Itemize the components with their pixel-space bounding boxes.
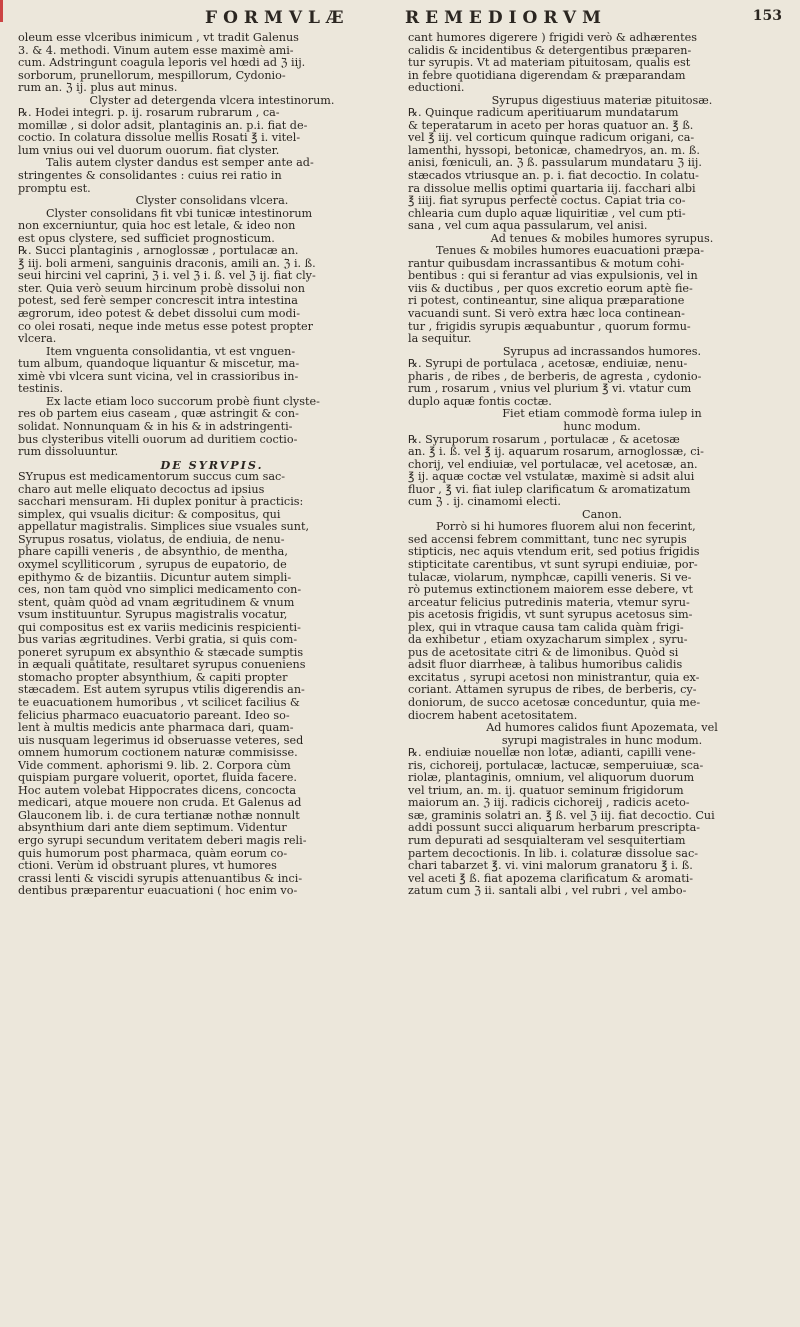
text-line: ℞. Syruporum rosarum , portulacæ , & acetosæ <box>408 433 680 446</box>
text-line: te euacuationem humoribus , vt scilicet facilius & <box>18 696 300 709</box>
text-line: vel trium, an. m. ij. quatuor seminum frigidorum <box>408 784 684 797</box>
text-line: ℥ ij. aquæ coctæ vel vstulatæ, maximè si adsit alui <box>408 471 695 484</box>
text-line: ximè vbi vlcera sunt vicina, vel in crassioribus in- <box>18 370 299 383</box>
text-line: cum ℨ . ij. cinamomi electi. <box>408 496 561 509</box>
text-line: non excerniuntur, quia hoc est letale, & ideo non <box>18 220 296 233</box>
text-line: doniorum, de succo acetosæ conceduntur, quia me- <box>408 696 701 709</box>
text-line: tulacæ, violarum, nymphcæ, capilli veneris. Si ve- <box>408 571 692 584</box>
text-line: testinis. <box>18 383 64 396</box>
text-line: in febre quotidiana digerendam & præparandam <box>408 69 686 82</box>
text-line: Fiet etiam commodè forma iulep in <box>502 408 702 421</box>
text-line: riolæ, plantaginis, omnium, vel aliquorum duorum <box>408 772 695 785</box>
text-line: solidat. Nonnunquam & in his & in adstringenti- <box>18 420 293 433</box>
text-line: eductioni. <box>408 82 465 95</box>
text-line: ℞. Quinque radicum aperitiuarum mundatarum <box>408 107 679 120</box>
text-line: poneret syrupum ex absynthio & stæcade sumptis <box>18 646 304 659</box>
text-line: Clyster consolidans vlcera. <box>135 195 289 208</box>
text-line: stringentes & consolidantes : cuius rei ratio in <box>18 170 282 183</box>
text-line: Porrò si hi humores fluorem alui non fecerint, <box>436 521 696 534</box>
text-line: Syrupus ad incrassandos humores. <box>502 345 702 358</box>
text-line: ster. Quia verò seuum hircinum probè dissolui non <box>18 282 305 295</box>
text-line: uis nusquam legerimus id obseruasse veteres, sed <box>18 734 304 747</box>
text-line: Clyster ad detergenda vlcera intestinorum. <box>89 94 335 107</box>
text-line: lum vnius oui vel duorum ouorum. fiat clyster. <box>18 144 280 157</box>
text-line: rantur quibusdam incrassantibus & motum cohi- <box>408 257 685 270</box>
text-line: ℥ iij. boli armeni, sanguinis draconis, amili an. ℨ i. ß. <box>18 257 316 270</box>
text-line: vsum instituuntur. Syrupus magistralis vocatur, <box>18 609 288 622</box>
text-line: Clyster consolidans fit vbi tunicæ intestinorum <box>46 207 313 220</box>
text-line: absynthium dari ante diem septimum. Videntur <box>18 822 287 835</box>
text-line: ergo syrupi secundum veritatem deberi magis reli- <box>18 835 307 847</box>
text-line: lamenthi, hyssopi, betonicæ, chamedryos, an. m. ß. <box>408 144 700 157</box>
text-line: zatum cum ℨ ii. santali albi , vel rubri , vel ambo- <box>408 885 687 898</box>
right-column <box>408 32 796 898</box>
text-line: pis acetosis frigidis, vt sunt syrupus acetosus sim- <box>408 609 693 622</box>
text-line: hunc modum. <box>563 420 641 433</box>
text-line: ctioni. Verùm id obstruant plures, vt humores <box>18 860 277 873</box>
text-line: stent, quàm quòd ad vnam ægritudinem & vnum <box>18 596 295 609</box>
text-line: maiorum an. ℨ iij. radicis cichoreij , radicis aceto- <box>408 797 690 810</box>
text-line: est opus clystere, sed sufficiet prognosticum. <box>18 232 275 245</box>
text-line: rum depurati ad sesquialteram vel sesquitertiam <box>408 835 686 847</box>
text-line: pharis , de ribes , de berberis, de agresta , cydonio- <box>408 370 702 383</box>
text-line: coriant. Attamen syrupus de ribes, de berberis, cy- <box>408 684 697 697</box>
text-line: adsit fluor diarrheæ, à talibus humoribus calidis <box>408 659 683 672</box>
text-line: chlearia cum duplo aquæ liquiritiæ , vel cum pti- <box>408 207 686 220</box>
text-line: sed accensi febrem committant, tunc nec syrupis <box>408 533 687 546</box>
text-line: bus clysteribus vitelli ouorum ad duritiem coctio- <box>18 433 298 446</box>
text-line: pus de acetositate citri & de limonibus. Quòd si <box>408 646 679 659</box>
text-line: ces, non tam quòd vno simplici medicamento con- <box>18 584 302 597</box>
text-line: medicari, atque mouere non cruda. Et Galenus ad <box>18 797 302 810</box>
text-line: ris, cichoreij, portulacæ, lactucæ, semperuiuæ, sca- <box>408 759 704 772</box>
text-line: crassi lenti & viscidi syrupis attenuantibus & inci- <box>18 872 303 885</box>
text-line: Ex lacte etiam loco succorum probè fiunt clyste- <box>46 395 320 408</box>
text-line: sorborum, prunellorum, mespillorum, Cydonio- <box>18 69 286 82</box>
text-line: coctio. In colatura dissolue mellis Rosati ℥ i. vitel- <box>18 132 301 145</box>
text-line: an. ℥ i. ß. vel ℥ ij. aquarum rosarum, arnoglossæ, ci- <box>408 446 704 459</box>
text-line: rum dissoluuntur. <box>18 446 119 459</box>
text-line: calidis & incidentibus & detergentibus præparen- <box>408 44 692 57</box>
text-line: Talis autem clyster dandus est semper ante ad- <box>46 157 314 170</box>
text-line: oxymel scylliticorum , syrupus de eupatorio, de <box>18 558 287 571</box>
text-line: anisi, fœniculi, an. ℨ ß. passularum mundataru ℨ iij. <box>408 157 702 170</box>
text-line: & teperatarum in aceto per horas quatuor an. ℥ ß. <box>408 119 694 132</box>
text-line: da exhibetur , etiam oxyzacharum simplex , syru- <box>408 634 688 647</box>
text-line: vel aceti ℥ ß. fiat apozema clarificatum & aromati- <box>408 872 694 885</box>
text-line: stæcadem. Est autem syrupus vtilis digerendis an- <box>18 684 305 697</box>
text-line: diocrem habent acetositatem. <box>408 709 578 722</box>
text-line: ℞. endiuiæ nouellæ non lotæ, adianti, capilli vene- <box>408 747 696 760</box>
text-line: seui hircini vel caprini, ℨ i. vel ℨ i. ß. vel ℨ ij. fiat cly- <box>18 270 316 283</box>
text-line: rum an. ℨ ij. plus aut minus. <box>18 82 178 95</box>
text-line: phare capilli veneris , de absynthio, de mentha, <box>18 546 288 559</box>
text-line: quispiam purgare voluerit, oportet, fluida facere. <box>18 772 297 785</box>
text-line: partem decoctionis. In lib. i. colaturæ dissolue sac- <box>408 847 699 860</box>
text-line: Hoc autem volebat Hippocrates dicens, concocta <box>18 784 297 797</box>
left-column <box>18 32 406 898</box>
text-line: tur syrupis. Vt ad materiam pituitosam, qualis est <box>408 57 691 70</box>
text-line: stæcados vtriusque an. p. i. fiat decoctio. In colatu- <box>408 170 699 183</box>
text-line: la sequitur. <box>408 333 472 346</box>
text-line: vlcera. <box>18 333 57 346</box>
running-head-left: FORMVLÆ <box>205 8 350 28</box>
text-line: stipticis, nec aquis vtendum erit, sed potius frigidis <box>408 546 700 559</box>
text-line: Tenues & mobiles humores euacuationi præpa- <box>436 245 705 258</box>
text-line: oleum esse vlceribus inimicum , vt tradit Galenus <box>18 32 299 44</box>
text-line: sæ, graminis solatri an. ℥ ß. vel ℨ iij. fiat decoctio. Cui <box>408 809 715 822</box>
text-line: sana , vel cum aqua passularum, vel anisi. <box>408 220 648 233</box>
text-line: cum. Adstringunt coagula leporis vel hœdi ad ℨ iij. <box>18 57 306 70</box>
text-line: tum album, quandoque liquantur & miscetur, ma- <box>18 358 300 371</box>
text-line: felicius pharmaco euacuatorio pareant. Ideo so- <box>18 709 290 722</box>
text-line: in æquali quātitate, resultaret syrupus conueniens <box>18 659 306 672</box>
text-line: SYrupus est medicamentorum succus cum sac- <box>18 471 286 484</box>
text-line: ℞. Syrupi de portulaca , acetosæ, endiuiæ, nenu- <box>408 358 688 371</box>
text-line: vacuandi sunt. Si verò extra hæc loca continean- <box>408 308 685 321</box>
text-line: tur , frigidis syrupis æquabuntur , quorum formu- <box>408 320 691 333</box>
text-line: duplo aquæ fontis coctæ. <box>408 395 552 408</box>
text-line: bus varias ægritudines. Verbi gratia, si quis com- <box>18 634 298 647</box>
text-line: cant humores digerere ) frigidi verò & adhærentes <box>408 32 697 44</box>
text-line: excitatus , syrupi acetosi non ministrantur, quia ex- <box>408 671 700 684</box>
running-head-right: REMEDIORVM <box>405 8 607 28</box>
text-line: omnem humorum coctionem naturæ commisisse. <box>18 747 298 760</box>
text-line: promptu est. <box>18 182 91 195</box>
text-line: viis & ductibus , per quos excretio eorum aptè fie- <box>408 282 693 295</box>
text-line: simplex, qui vsualis dicitur: & compositus, qui <box>18 508 281 521</box>
text-line: Vide comment. aphorismi 9. lib. 2. Corpora cùm <box>18 759 291 772</box>
text-line: potest, sed ferè semper concrescit intra intestina <box>18 295 298 308</box>
text-line: syrupi magistrales in hunc modum. <box>501 734 703 747</box>
text-line: DE SYRVPIS. <box>160 458 264 472</box>
text-line: lent à multis medicis ante pharmaca dari, quam- <box>18 722 294 735</box>
text-line: Ad humores calidos fiunt Apozemata, vel <box>486 722 718 735</box>
text-line: appellatur magistralis. Simplices siue vsuales sunt, <box>18 521 310 534</box>
text-line: bentibus : qui si ferantur ad vias expulsionis, vel in <box>408 270 698 283</box>
text-line: ℥ iiij. fiat syrupus perfectè coctus. Capiat tria co- <box>408 195 686 208</box>
running-head <box>0 2 800 32</box>
text-line: chorij, vel endiuiæ, vel portulacæ, vel acetosæ, an. <box>408 458 698 471</box>
text-line: ℞. Succi plantaginis , arnoglossæ , portulacæ an. <box>18 245 299 258</box>
text-line: res ob partem eius caseam , quæ astringit & con- <box>18 408 299 421</box>
text-line: Syrupus rosatus, violatus, de endiuia, de nenu- <box>18 533 285 546</box>
text-line: ℞. Hodei integri. p. ij. rosarum rubrarum , ca- <box>18 107 280 120</box>
text-line: ra dissolue mellis optimi quartaria iij. facchari albi <box>408 182 696 195</box>
text-line: stipticitate carentibus, vt sunt syrupi endiuiæ, por- <box>408 558 698 571</box>
text-line: ri potest, contineantur, sine aliqua præparatione <box>408 295 685 308</box>
text-line: vel ℥ iij. vel corticum quinque radicum origani, ca- <box>408 132 695 145</box>
page-number: 153 <box>752 8 782 24</box>
text-line: 3. & 4. methodi. Vinum autem esse maximè ami- <box>18 44 294 57</box>
text-line: epithymo & de bizantiis. Dicuntur autem simpli- <box>18 571 292 584</box>
text-line: addi possunt succi aliquarum herbarum prescripta- <box>408 822 701 835</box>
text-line: fluor , ℥ vi. fiat iulep clarificatum & aromatizatum <box>408 483 691 496</box>
text-line: qui compositus est ex variis medicinis respicienti- <box>18 621 301 634</box>
text-line: Syrupus digestiuus materiæ pituitosæ. <box>491 94 713 107</box>
text-line: Canon. <box>582 508 622 521</box>
text-line: Glauconem lib. i. de cura tertianæ nothæ nonnult <box>18 809 300 822</box>
text-line: chari tabarzet ℥. vi. vini malorum granatoru ℥ i. ß. <box>408 860 693 873</box>
text-line: Item vnguenta consolidantia, vt est vnguen- <box>46 345 296 358</box>
text-line: dentibus præparentur euacuationi ( hoc enim vo- <box>18 885 298 898</box>
text-line: sacchari mensuram. Hi duplex ponitur à practicis: <box>18 496 304 509</box>
text-line: rò putemus extinctionem maiorem esse debere, vt <box>408 584 693 597</box>
text-line: arceatur felicius putredinis materia, vtemur syru- <box>408 596 690 609</box>
text-line: momillæ , si dolor adsit, plantaginis an. p.i. fiat de- <box>18 119 308 132</box>
text-line: charo aut melle eliquato decoctus ad ipsius <box>18 483 265 496</box>
text-line: quis humorum post pharmaca, quàm eorum co- <box>18 847 288 860</box>
text-line: Ad tenues & mobiles humores syrupus. <box>490 232 714 245</box>
text-line: plex, qui in vtraque causa tam calida quàm frigi- <box>408 621 684 634</box>
text-line: ægrorum, ideo potest & debet dissolui cum modi- <box>18 308 300 321</box>
text-line: rum , rosarum , vnius vel plurium ℥ vi. vtatur cum <box>408 383 692 396</box>
text-line: co olei rosati, neque inde metus esse potest propter <box>18 320 313 333</box>
text-line: stomacho propter absynthium, & capiti propter <box>18 671 288 684</box>
